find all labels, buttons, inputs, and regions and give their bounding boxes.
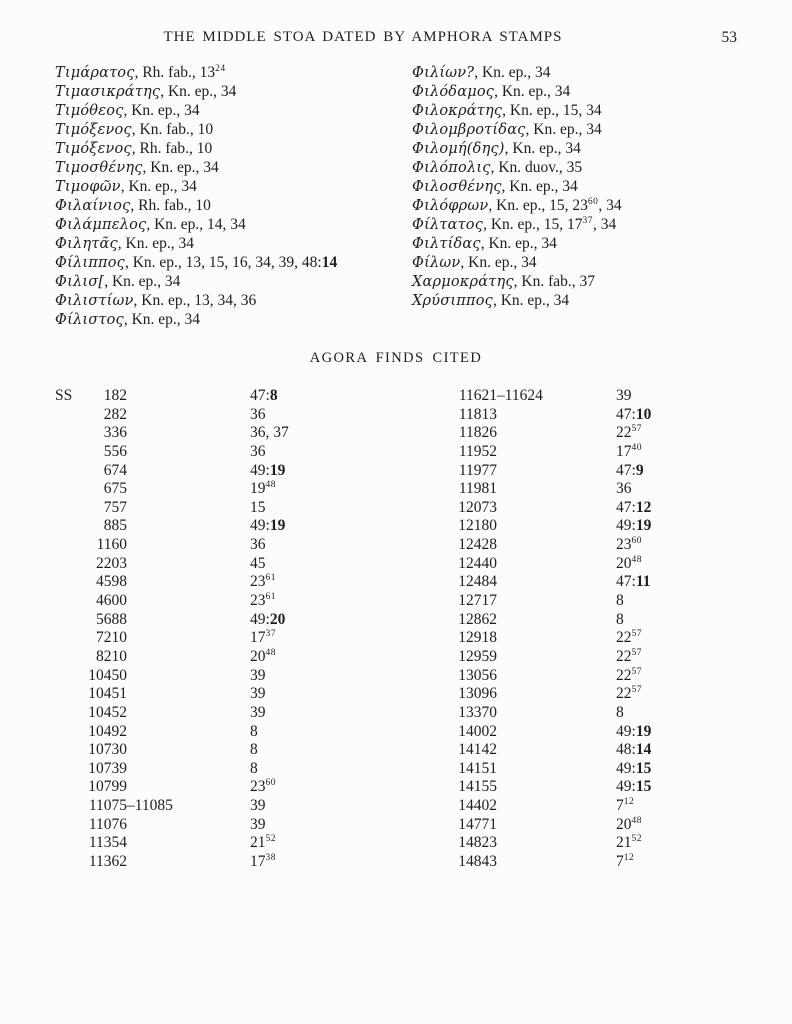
find-reference: 48:14 (616, 741, 652, 759)
find-row (55, 834, 405, 853)
name-entry (55, 272, 405, 291)
find-number: 1160 (96, 536, 127, 554)
find-reference: $17^{38}$ (250, 852, 276, 871)
finds-table-left-column (55, 387, 405, 872)
find-reference: $17^{37}$ (250, 629, 276, 647)
name-entry (412, 272, 762, 291)
greek-name: Φιλαίνιος (55, 198, 131, 214)
find-reference: 39 (250, 815, 266, 833)
find-reference: $22^{57}$ (616, 685, 642, 703)
find-number: 10799 (88, 778, 127, 796)
find-reference: 39 (250, 797, 266, 815)
find-number: 885 (103, 517, 127, 535)
find-number: 12862 (458, 610, 497, 628)
find-number: 14843 (458, 853, 497, 871)
find-number: 10730 (88, 741, 127, 759)
name-references: , Kn. ep., 34 (474, 64, 551, 81)
find-row (430, 499, 770, 518)
find-reference: $7^{12}$ (616, 852, 635, 871)
find-row (430, 406, 770, 425)
find-reference: $22^{57}$ (616, 424, 642, 442)
find-number: 5688 (96, 610, 127, 628)
find-row (430, 573, 770, 592)
name-entry (55, 177, 405, 196)
name-entry (55, 120, 405, 139)
find-reference: 47:8 (250, 387, 278, 404)
find-row (55, 723, 405, 742)
find-reference: 39 (250, 666, 266, 684)
find-reference: $23^{61}$ (250, 591, 276, 610)
find-row (55, 573, 405, 592)
name-entry (55, 291, 405, 310)
name-references: , Rh. fab., 10 (130, 197, 211, 214)
name-references: , Kn. ep., 34 (117, 235, 194, 252)
find-row (430, 629, 770, 648)
find-row (430, 480, 770, 499)
name-references: , Kn. ep., 34 (480, 235, 557, 252)
find-number: 674 (103, 461, 127, 479)
find-reference: 8 (250, 741, 258, 759)
greek-name: Φιλόδαμος (412, 84, 495, 100)
find-row (55, 778, 405, 797)
find-row (430, 648, 770, 667)
name-entry (55, 215, 405, 234)
greek-name: Φιλίων? (412, 65, 475, 81)
find-row (430, 611, 770, 630)
find-number: 182 (103, 387, 127, 404)
find-reference: $21^{52}$ (250, 834, 276, 852)
find-number: 282 (103, 405, 127, 423)
greek-name: Φίλων (412, 255, 461, 271)
greek-name: Φιλόφρων (412, 198, 489, 214)
greek-name: Φίλιστος (55, 312, 124, 328)
name-references: , Kn. ep., 34 (142, 159, 219, 176)
find-row (430, 536, 770, 555)
page-number: 53 (721, 29, 737, 46)
find-reference: $7^{12}$ (616, 796, 635, 815)
find-number: 14823 (458, 834, 497, 852)
find-row (430, 797, 770, 816)
find-number: 12484 (458, 573, 497, 591)
name-references: , Kn. ep., 13, 34, 36 (133, 292, 257, 309)
greek-name: Φιλομή(δης) (412, 141, 505, 157)
find-reference: 36 (250, 442, 266, 460)
find-reference: 8 (616, 703, 624, 721)
name-references: , Kn. ep., 34 (492, 292, 570, 309)
find-reference: $22^{57}$ (616, 647, 642, 665)
find-row (55, 480, 405, 499)
name-references: , Kn. ep., 34 (460, 254, 537, 271)
name-entry (412, 82, 762, 101)
greek-name: Τιμοφῶν (55, 179, 121, 195)
find-number: 11981 (458, 480, 497, 498)
finds-table-right-column (430, 387, 770, 872)
find-number: 10492 (88, 722, 127, 740)
name-references: , Kn. ep., 34 (160, 83, 237, 100)
name-references: , Kn. ep., 15, $17^{37}$, 34 (483, 215, 617, 233)
find-row (430, 555, 770, 574)
find-reference: $20^{48}$ (616, 815, 642, 833)
greek-name: Φιλοκράτης (412, 103, 503, 119)
name-references: , Kn. ep., 13, 15, 16, 34, 39, 48:14 (124, 254, 338, 271)
greek-name: Τιμασικράτης (55, 84, 161, 100)
name-references: , Kn. ep., 34 (123, 102, 200, 119)
find-row (430, 853, 770, 872)
find-number: 8210 (96, 647, 127, 665)
name-references: , Kn. ep., 34 (120, 178, 197, 195)
find-row (430, 816, 770, 835)
name-entry (412, 291, 762, 310)
find-reference: 8 (616, 610, 624, 628)
find-row (430, 592, 770, 611)
find-row (55, 499, 405, 518)
find-row (55, 797, 405, 816)
find-reference: $23^{60}$ (616, 535, 642, 554)
find-reference: 49:20 (250, 610, 286, 628)
find-row (430, 387, 770, 406)
find-number: 14155 (458, 778, 497, 796)
find-row (55, 816, 405, 835)
name-entry (412, 120, 762, 139)
name-references: , Rh. fab., 10 (131, 140, 213, 157)
find-number: 12918 (458, 629, 497, 647)
find-reference: $23^{60}$ (250, 778, 276, 796)
find-number: 14151 (458, 759, 497, 777)
name-entry (55, 101, 405, 120)
greek-name: Φιλομβροτίδας (412, 122, 526, 138)
find-row (55, 555, 405, 574)
name-entry (412, 63, 762, 82)
name-entry (55, 63, 405, 82)
name-entry (55, 158, 405, 177)
find-row (55, 611, 405, 630)
greek-name: Φίλτατος (412, 217, 484, 233)
find-row (55, 741, 405, 760)
find-reference: 39 (616, 387, 632, 404)
find-reference: 49:15 (616, 759, 652, 777)
find-number: 556 (103, 442, 127, 460)
find-number: 11621 –11624 (458, 387, 543, 404)
find-number: 14402 (458, 797, 497, 815)
greek-name: Τιμόξενος (55, 141, 132, 157)
find-reference: 8 (250, 759, 258, 777)
find-row (55, 406, 405, 425)
find-row (55, 685, 405, 704)
find-reference: $22^{57}$ (616, 666, 642, 684)
greek-name: Τιμοσθένης (55, 160, 143, 176)
find-number: 10450 (88, 666, 127, 684)
find-reference: $21^{52}$ (616, 834, 642, 852)
find-reference: 47:12 (616, 498, 652, 516)
find-row (430, 834, 770, 853)
find-number: 13370 (458, 703, 497, 721)
find-number: 4600 (96, 592, 127, 610)
find-number: 13056 (458, 666, 497, 684)
name-entry (55, 234, 405, 253)
find-row (55, 592, 405, 611)
find-reference: 49:15 (616, 778, 652, 796)
find-number: 12440 (458, 554, 497, 572)
greek-name: Χρύσιππος (412, 293, 493, 309)
name-references: , Kn. ep., 34 (501, 178, 578, 195)
greek-name: Φιλοσθένης (412, 179, 502, 195)
find-row (430, 443, 770, 462)
find-row (430, 723, 770, 742)
name-index-right-column (412, 63, 762, 310)
find-reference: $19^{48}$ (250, 480, 276, 498)
name-references: , Kn. ep., 34 (494, 83, 571, 100)
name-references: , Rh. fab., $13^{24}$ (134, 63, 226, 81)
find-number: 11076 (88, 815, 127, 833)
find-reference: $22^{57}$ (616, 629, 642, 647)
find-number-range-end: –11085 (127, 797, 173, 815)
name-entry (55, 253, 405, 272)
greek-name: Φιλάμπελος (55, 217, 147, 233)
find-row (430, 778, 770, 797)
name-index-left-column (55, 63, 405, 329)
name-entry (412, 101, 762, 120)
find-row (430, 704, 770, 723)
find-reference: 47:9 (616, 461, 644, 479)
find-number: 11952 (458, 442, 497, 460)
find-row (430, 424, 770, 443)
find-reference: 36 (250, 405, 266, 423)
series-label-ss: SS (55, 387, 73, 404)
name-entry (55, 139, 405, 158)
find-row (55, 443, 405, 462)
find-number: 11354 (88, 834, 127, 852)
name-references: , Kn. duov., 35 (490, 159, 583, 176)
find-reference: 36 (616, 480, 632, 498)
name-entry (412, 196, 762, 215)
find-row (55, 424, 405, 443)
find-number: 10452 (88, 703, 127, 721)
name-references: , Kn. ep., 34 (504, 140, 581, 157)
find-row (55, 853, 405, 872)
find-row (55, 667, 405, 686)
find-number: 14771 (458, 815, 497, 833)
find-number: 14002 (458, 722, 497, 740)
find-row (430, 760, 770, 779)
find-row (55, 536, 405, 555)
find-reference: 47:10 (616, 405, 652, 423)
name-references: , Kn. ep., 34 (123, 311, 201, 328)
find-number: 4598 (96, 573, 127, 591)
find-number: 2203 (96, 554, 127, 572)
find-number: 12073 (458, 498, 497, 516)
greek-name: Φιλισ[ (55, 274, 105, 290)
name-entry (55, 82, 405, 101)
find-number: 14142 (458, 741, 497, 759)
find-row (430, 685, 770, 704)
find-reference: 49:19 (250, 517, 286, 535)
greek-name: Φιλτίδας (412, 236, 481, 252)
find-reference: $17^{40}$ (616, 442, 642, 460)
find-row (55, 462, 405, 481)
find-number: 11977 (458, 461, 497, 479)
name-entry (55, 310, 405, 329)
find-row (55, 704, 405, 723)
find-number: 675 (103, 480, 127, 498)
find-row (430, 741, 770, 760)
find-number: 12717 (458, 592, 497, 610)
find-number: 12959 (458, 647, 497, 665)
find-number: 10739 (88, 759, 127, 777)
greek-name: Φιλιστίων (55, 293, 134, 309)
name-references: , Kn. ep., 14, 34 (146, 216, 246, 233)
find-number-range-end: –11624 (497, 387, 543, 404)
find-row (55, 648, 405, 667)
find-reference: 36 (250, 536, 266, 554)
name-references: , Kn. ep., 34 (525, 121, 602, 138)
name-entry (412, 234, 762, 253)
find-reference: 36, 37 (250, 424, 289, 442)
find-reference: $20^{48}$ (616, 554, 642, 572)
find-number: 12180 (458, 517, 497, 535)
find-row (430, 462, 770, 481)
name-entry (412, 158, 762, 177)
find-row (430, 517, 770, 536)
greek-name: Φιλόπολις (412, 160, 491, 176)
name-entry (412, 215, 762, 234)
name-entry (412, 177, 762, 196)
find-row (55, 760, 405, 779)
greek-name: Τιμόξενος (55, 122, 132, 138)
find-number: 11826 (458, 424, 497, 442)
find-reference: 47:11 (616, 573, 651, 591)
greek-name: Τιμόθεος (55, 103, 124, 119)
find-row (55, 387, 405, 406)
find-number: 11813 (458, 405, 497, 423)
name-references: , Kn. fab., 37 (513, 273, 596, 290)
find-reference: $23^{61}$ (250, 573, 276, 591)
find-row (430, 667, 770, 686)
find-number: 12428 (458, 536, 497, 554)
find-row (55, 629, 405, 648)
find-number: 11075 –11085 (88, 797, 173, 815)
name-entry (55, 196, 405, 215)
find-row (55, 517, 405, 536)
name-references: , Kn. fab., 10 (131, 121, 214, 138)
find-number: 10451 (88, 685, 127, 703)
find-reference: 8 (616, 592, 624, 610)
find-number: 7210 (96, 629, 127, 647)
find-number: 11362 (88, 853, 127, 871)
find-reference: 15 (250, 498, 266, 516)
find-reference: $20^{48}$ (250, 647, 276, 665)
finds-table (0, 387, 792, 887)
name-references: , Kn. ep., 15, $23^{60}$, 34 (488, 196, 622, 214)
find-reference: 39 (250, 703, 266, 721)
find-reference: 49:19 (250, 461, 286, 479)
name-entry (412, 139, 762, 158)
greek-name: Χαρμοκράτης (412, 274, 514, 290)
find-reference: 49:19 (616, 517, 652, 535)
find-reference: 45 (250, 554, 266, 572)
name-references: , Kn. ep., 15, 34 (502, 102, 602, 119)
greek-name: Φιλητᾶς (55, 236, 118, 252)
find-number: 13096 (458, 685, 497, 703)
greek-name: Φίλιππος (55, 255, 125, 271)
find-reference: 49:19 (616, 722, 652, 740)
find-reference: 39 (250, 685, 266, 703)
find-number: 757 (103, 498, 127, 516)
section-heading-agora-finds-cited: AGORA FINDS CITED (309, 350, 483, 366)
find-reference: 8 (250, 722, 258, 740)
name-references: , Kn. ep., 34 (104, 273, 181, 290)
name-entry (412, 253, 762, 272)
find-number: 336 (103, 424, 127, 442)
running-head-title: THE MIDDLE STOA DATED BY AMPHORA STAMPS (163, 29, 563, 45)
greek-name: Τιμάρατος (55, 65, 135, 81)
